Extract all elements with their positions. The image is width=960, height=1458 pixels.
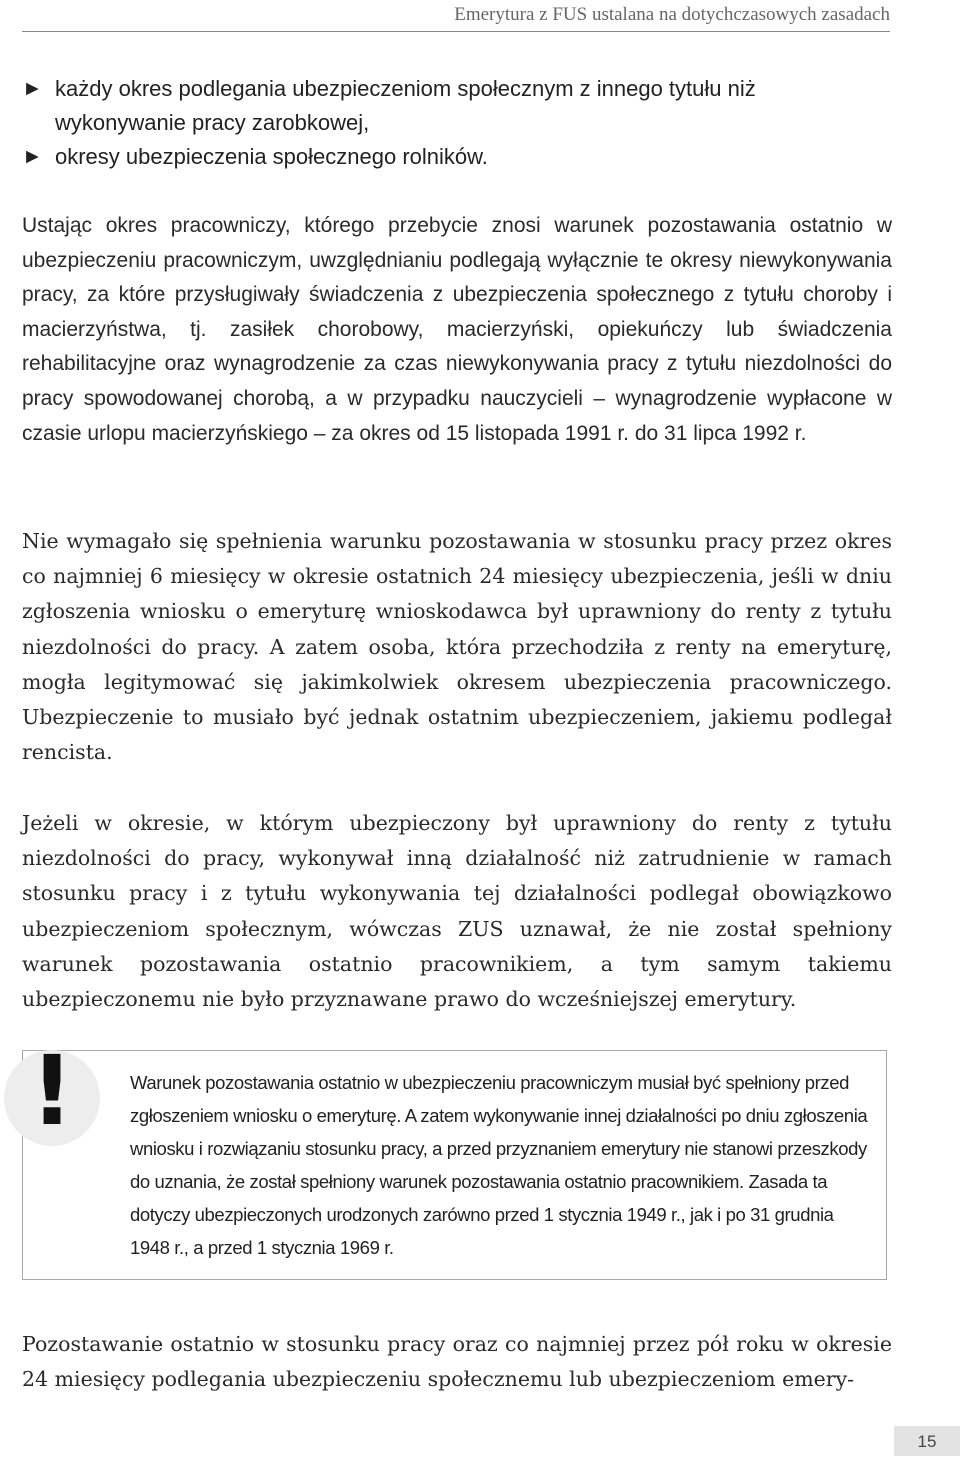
note-text: Warunek pozostawania ostatnio w ubezpieczeniu pracowniczym musiał być spełniony przed zgłoszeniem wniosku o emeryturę. A zatem wykonywanie innej działalności po dniu zgłoszenia wniosku i rozwiązaniu stosunku pracy, a przed przyznaniem emerytury nie stanowi przeszkody do uznania, że został spełniony warunek pozostawania ostatnio pracownikiem. Zasada ta dotyczy ubezpieczonych urodzonych zarówno przed 1 stycznia 1949 r., jak i po 31 grudnia 1948 r., a przed 1 stycznia 1969 r.: [130, 1072, 868, 1258]
paragraph-continuation: Pozostawanie ostatnio w stosunku pracy oraz co najmniej przez pół roku w okresie 24 miesięcy podlegania ubezpieczeniu społecznemu lub ubezpieczeniom emery-: [22, 1332, 892, 1392]
list-item-text: okresy ubezpieczenia społecznego rolników.: [55, 144, 488, 169]
paragraph-insured-periods: Ustając okres pracowniczy, którego przebycie znosi warunek pozostawania ostatnio w ubezpieczeniu pracowniczym, uwzględnianiu podlegają wyłącznie te okresy niewykonywania pracy, za które przysługiwały świadczenia z ubezpieczenia społecznego z tytułu choroby i macierzyństwa, tj. zasiłek chorobowy, macierzyński, opiekuńczy lub świadczenia rehabilitacyjne oraz wynagrodzenie za czas niewykonywania pracy z tytułu niezdolności do pracy spowodowanej chorobą, a w przypadku nauczycieli – wynagrodzenie wypłacone w czasie urlopu macierzyńskiego – za okres od 15 listopada 1991 r. do 31 lipca 1992 r.: [22, 214, 892, 445]
paragraph-other-activity: Jeżeli w okresie, w którym ubezpieczony był uprawniony do renty z tytułu niezdolności do pracy, wykonywał inną działalność niż zatrudnienie w ramach stosunku pracy i z tytułu wykonywania tej działalności podlegał obowiązkowo ubezpieczeniom społecznym, wówczas ZUS uznawał, że nie został spełniony warunek pozostawania ostatnio pracownikiem, a tym samym takiemu ubezpieczonemu nie było przyznawane prawo do wcześniejszej emerytury.: [22, 811, 892, 1012]
running-header: Emerytura z FUS ustalana na dotychczasowych zasadach: [454, 4, 890, 25]
bullet-list: [22, 72, 892, 174]
paragraph-pension-condition: Nie wymagało się spełnienia warunku pozostawania w stosunku pracy przez okres co najmniej 6 miesięcy w okresie ostatnich 24 miesięcy ubezpieczenia, jeśli w dniu zgłoszenia wniosku o emeryturę wnioskodawca był uprawniony do renty z tytułu niezdolności do pracy. A zatem osoba, która przechodziła z renty na emeryturę, mogła legitymować się jakimkolwiek okresem ubezpieczenia pracowniczego. Ubezpieczenie to musiało być jednak ostatnim ubezpieczeniem, jakiemu podlegał rencista.: [22, 529, 892, 765]
list-item: [22, 140, 892, 174]
list-item-text: każdy okres podlegania ubezpieczeniom społecznym z innego tytułu niż wykonywanie pracy zarobkowej,: [55, 76, 756, 135]
page-number: 15: [894, 1426, 960, 1456]
triangle-bullet-icon: ►: [22, 77, 43, 100]
triangle-bullet-icon: ►: [22, 145, 43, 168]
list-item: [22, 72, 892, 140]
exclamation-icon: !: [30, 1035, 74, 1147]
header-divider: [22, 31, 890, 32]
